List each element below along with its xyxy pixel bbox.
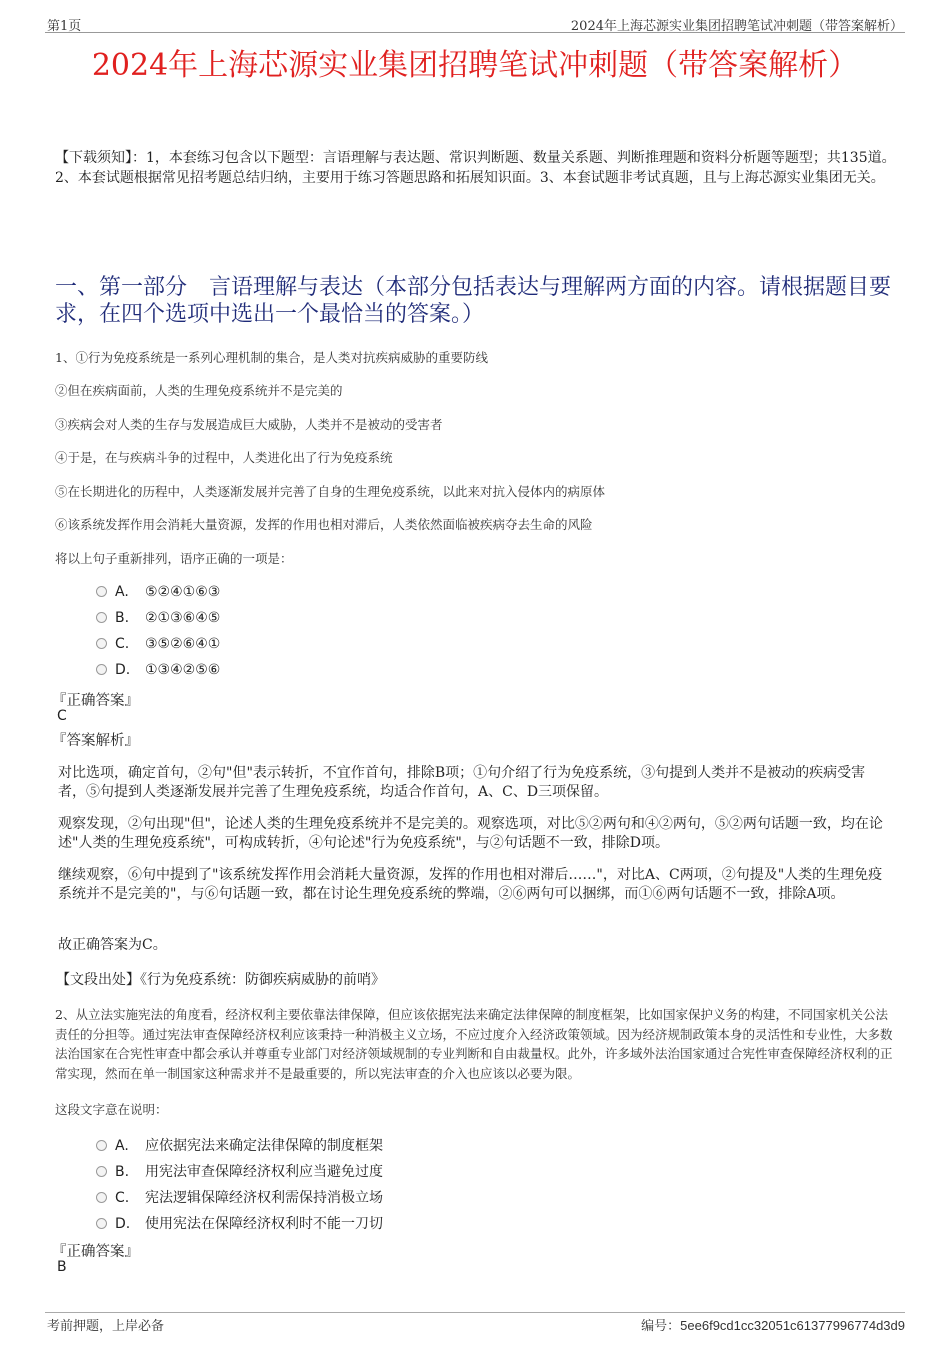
option-letter: B. xyxy=(115,610,130,626)
id-value: 5ee6f9cd1cc32051c61377996774d3d9 xyxy=(680,1318,905,1333)
radio-button[interactable] xyxy=(96,664,107,675)
q1-option-d[interactable] xyxy=(96,662,220,678)
option-text: ③⑤②⑥④① xyxy=(145,636,221,652)
option-letter: D. xyxy=(115,662,131,678)
option-text: 用宪法审查保障经济权利应当避免过度 xyxy=(145,1164,383,1180)
footer-id xyxy=(641,1315,905,1334)
page-title: 2024年上海芯源实业集团招聘笔试冲刺题（带答案解析） xyxy=(91,48,859,83)
option-letter: D. xyxy=(115,1216,131,1232)
q1-sentence: ⑤在长期进化的历程中，人类逐渐发展并完善了自身的生理免疫系统，以此来对抗入侵体内的病原体 xyxy=(55,484,606,499)
q2-option-b[interactable] xyxy=(96,1161,383,1181)
answer-label: 『正确答案』 xyxy=(52,1244,139,1260)
header-doc-title: 2024年上海芯源实业集团招聘笔试冲刺题（带答案解析） xyxy=(570,19,903,34)
q1-option-a[interactable] xyxy=(96,584,220,600)
answer-label: 『正确答案』 xyxy=(52,693,139,709)
footer-divider xyxy=(45,1312,905,1313)
page-number: 第1页 xyxy=(47,19,82,34)
option-text: ①③④②⑤⑥ xyxy=(145,662,221,678)
id-label: 编号： xyxy=(641,1319,681,1334)
q1-prompt: 将以上句子重新排列，语序正确的一项是： xyxy=(55,551,293,566)
radio-button[interactable] xyxy=(96,1192,107,1203)
q1-sentence: 1、①行为免疫系统是一系列心理机制的集合，是人类对抗疾病威胁的重要防线 xyxy=(55,350,488,365)
analysis-label: 『答案解析』 xyxy=(52,733,139,749)
correct-answer: B xyxy=(57,1259,67,1275)
footer-slogan: 考前押题，上岸必备 xyxy=(47,1319,165,1334)
radio-button[interactable] xyxy=(96,1218,107,1229)
option-text: ⑤②④①⑥③ xyxy=(145,584,221,600)
download-notice: 【下载须知】：1，本套练习包含以下题型：言语理解与表达题、常识判断题、数量关系题、判断推理题和资料分析题等题型；共135道。2、本套试题根据常见招考题总结归纳，主要用于练习答题思路和拓展知识面。3、本套试题非考试真题，且与上海芯源实业集团无关。 xyxy=(55,150,896,186)
correct-answer: C xyxy=(57,708,67,724)
option-text: 应依据宪法来确定法律保障的制度框架 xyxy=(145,1138,383,1154)
q1-sentence: ④于是，在与疾病斗争的过程中，人类进化出了行为免疫系统 xyxy=(55,450,393,465)
option-text: 使用宪法在保障经济权利时不能一刀切 xyxy=(145,1216,383,1232)
analysis-paragraph: 观察发现，②句出现"但"，论述人类的生理免疫系统并不是完美的。观察选项，对比⑤②两句和④②两句，⑤②两句话题一致，均在论述"人类的生理免疫系统"，可构成转折，④句论述"行为免疫系统"，与②句话题不一致，排除D项。 xyxy=(58,816,883,851)
q1-sentence: ②但在疾病面前，人类的生理免疫系统并不是完美的 xyxy=(55,383,343,398)
analysis-paragraph: 对比选项，确定首句，②句"但"表示转折，不宜作首句，排除B项；①句介绍了行为免疫系统，③句提到人类并不是被动的疾病受害者，⑤句提到人类逐渐发展并完善了生理免疫系统，均适合作首句，A、C、D三项保留。 xyxy=(58,765,866,800)
q2-option-c[interactable] xyxy=(96,1187,383,1207)
section-heading: 一、第一部分 言语理解与表达（本部分包括表达与理解两方面的内容。请根据题目要求，在四个选项中选出一个最恰当的答案。） xyxy=(55,275,892,327)
q1-sentence: ⑥该系统发挥作用会消耗大量资源，发挥的作用也相对滞后，人类依然面临被疾病夺去生命的风险 xyxy=(55,517,593,532)
option-text: 宪法逻辑保障经济权利需保持消极立场 xyxy=(145,1190,383,1206)
radio-button[interactable] xyxy=(96,586,107,597)
q2-stem: 2、从立法实施宪法的角度看，经济权利主要依靠法律保障，但应该依据宪法来确定法律保障的制度框架，比如国家保护义务的构建，不同国家机关公法责任的分担等。通过宪法审查保障经济权利应该秉持一种消极主义立场，不应过度介入经济政策领域。因为经济规制政策本身的灵活性和专业性，大多数法治国家在合宪性审查中都会承认并尊重专业部门对经济领域规制的专业判断和自由裁量权。此外，许多域外法治国家通过合宪性审查保障经济权利的正常实现，然而在单一制国家这种需求并不是最重要的，所以宪法审查的介入也应该以必要为限。 xyxy=(55,1007,893,1081)
option-letter: A. xyxy=(115,584,129,600)
q1-option-c[interactable] xyxy=(96,636,220,652)
q1-sentence: ③疾病会对人类的生存与发展造成巨大威胁，人类并不是被动的受害者 xyxy=(55,417,443,432)
option-text: ②①③⑥④⑤ xyxy=(145,610,221,626)
radio-button[interactable] xyxy=(96,1166,107,1177)
radio-button[interactable] xyxy=(96,612,107,623)
option-letter: C. xyxy=(115,1190,130,1206)
analysis-paragraph: 继续观察，⑥句中提到了"该系统发挥作用会消耗大量资源，发挥的作用也相对滞后……"，对比A、C两项，②句提及"人类的生理免疫系统并不是完美的"，与⑥句话题一致，都在讨论生理免疫系统的弊端，②⑥两句可以捆绑，而①⑥两句话题不一致，排除A项。 xyxy=(58,867,883,902)
q1-option-b[interactable] xyxy=(96,610,220,626)
source-citation: 【文段出处】《行为免疫系统：防御疾病威胁的前哨》 xyxy=(56,972,385,988)
option-letter: C. xyxy=(115,636,130,652)
radio-button[interactable] xyxy=(96,638,107,649)
q2-option-a[interactable] xyxy=(96,1135,383,1155)
radio-button[interactable] xyxy=(96,1140,107,1151)
q2-option-d[interactable] xyxy=(96,1213,383,1233)
analysis-conclusion: 故正确答案为C。 xyxy=(58,937,167,953)
option-letter: A. xyxy=(115,1138,129,1154)
option-letter: B. xyxy=(115,1164,130,1180)
q2-prompt: 这段文字意在说明： xyxy=(55,1102,168,1117)
header-divider xyxy=(45,32,905,33)
